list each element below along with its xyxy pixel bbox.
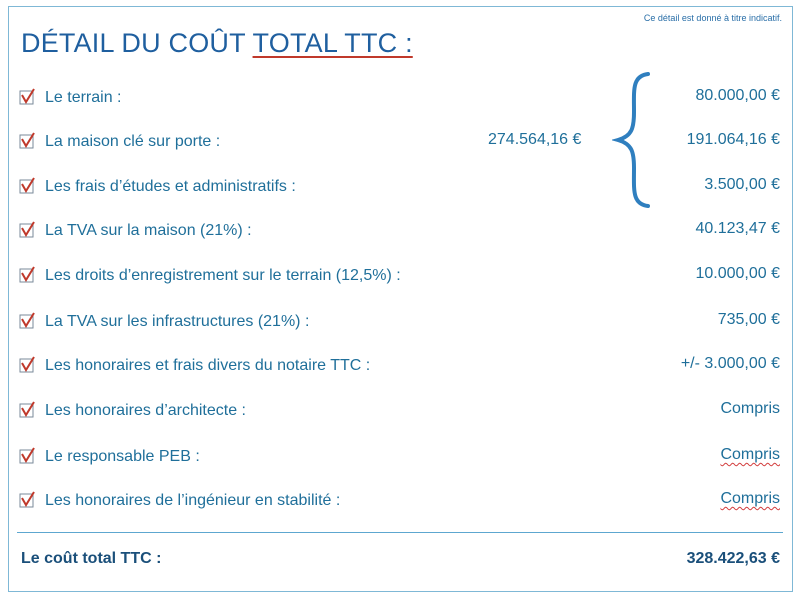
divider <box>17 532 783 533</box>
title-underlined: TOTAL TTC : <box>252 28 413 58</box>
item-label: La TVA sur la maison (21%) : <box>45 222 252 239</box>
item-value: Compris <box>720 400 780 417</box>
list-item <box>0 86 800 112</box>
title-prefix: DÉTAIL DU COÛT <box>21 28 253 58</box>
checkbox-check-icon <box>19 221 36 238</box>
checkbox-check-icon <box>19 447 36 464</box>
item-value: 40.123,47 € <box>695 220 780 237</box>
list-item <box>0 399 800 425</box>
item-label: Le responsable PEB : <box>45 448 200 465</box>
page-title <box>21 28 413 59</box>
checkbox-check-icon <box>19 88 36 105</box>
item-label: Les frais d’études et administratifs : <box>45 178 296 195</box>
checkbox-check-icon <box>19 401 36 418</box>
list-item <box>0 130 800 156</box>
checkbox-check-icon <box>19 266 36 283</box>
item-value: +/- 3.000,00 € <box>680 355 780 372</box>
item-label: Les droits d’enregistrement sur le terrain (12,5%) : <box>45 267 401 284</box>
list-item <box>0 175 800 201</box>
checkbox-check-icon <box>19 491 36 508</box>
checkbox-check-icon <box>19 132 36 149</box>
item-label: Les honoraires et frais divers du notaire TTC : <box>45 357 371 374</box>
item-label: Les honoraires d’architecte : <box>45 402 246 419</box>
checkbox-check-icon <box>19 312 36 329</box>
item-value: 3.500,00 € <box>704 176 780 193</box>
list-item <box>0 264 800 290</box>
list-item <box>0 219 800 245</box>
checkbox-check-icon <box>19 177 36 194</box>
item-value: 10.000,00 € <box>695 265 780 282</box>
total-value: 328.422,63 € <box>686 550 780 567</box>
list-item <box>0 489 800 515</box>
list-item <box>0 310 800 336</box>
item-value: Compris <box>720 490 780 507</box>
total-label: Le coût total TTC : <box>21 550 162 567</box>
item-value: 191.064,16 € <box>686 131 780 148</box>
item-label: La TVA sur les infrastructures (21%) : <box>45 313 310 330</box>
item-value: Compris <box>720 446 780 463</box>
list-item <box>0 445 800 471</box>
checkbox-check-icon <box>19 356 36 373</box>
item-value: 80.000,00 € <box>695 87 780 104</box>
item-value: 735,00 € <box>717 311 780 328</box>
disclaimer-note: Ce détail est donné à titre indicatif. <box>643 13 782 23</box>
item-label: Les honoraires de l’ingénieur en stabilité : <box>45 492 341 509</box>
list-item <box>0 354 800 380</box>
curly-brace-icon <box>612 72 656 208</box>
item-label: Le terrain : <box>45 89 122 106</box>
item-label: La maison clé sur porte : <box>45 133 221 150</box>
subtotal-value: 274.564,16 € <box>488 131 582 148</box>
